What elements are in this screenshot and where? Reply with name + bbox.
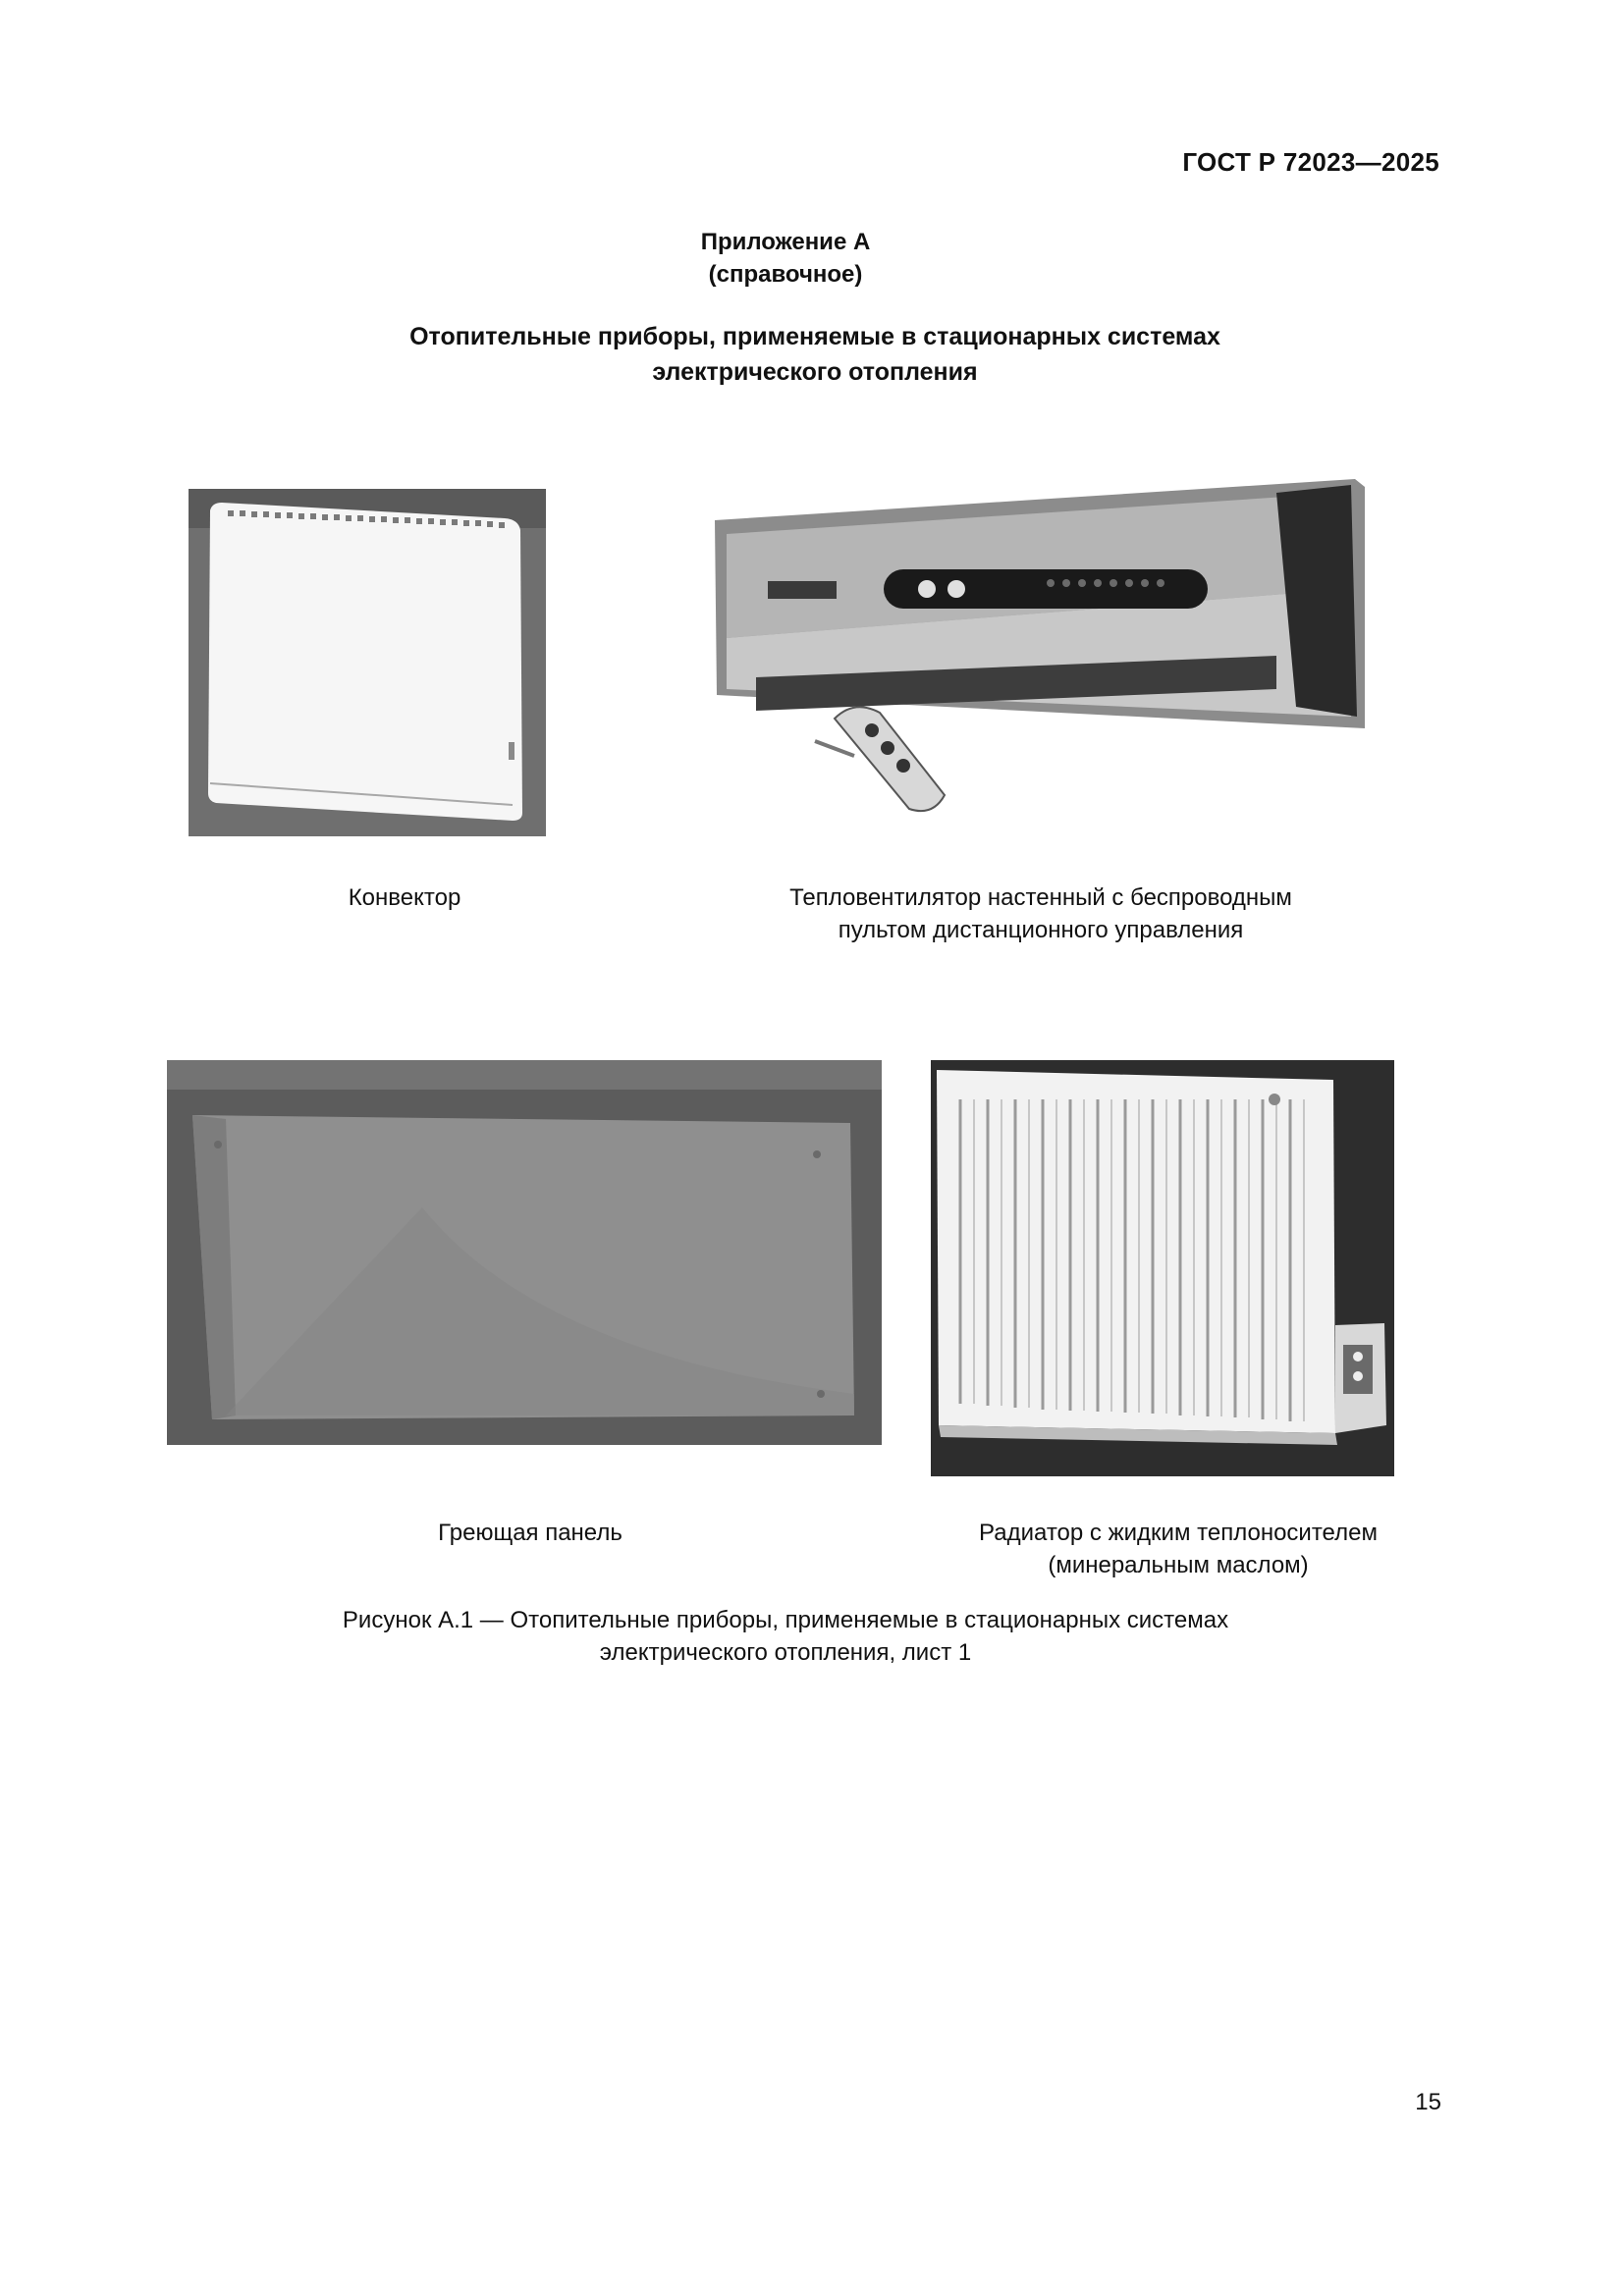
caption-line: Радиатор с жидким теплоносителем bbox=[979, 1520, 1378, 1546]
figure-caption-line2: электрического отопления, лист 1 bbox=[599, 1639, 972, 1666]
caption-line: (минеральным маслом) bbox=[1048, 1552, 1309, 1578]
section-heading-line2: электрического отопления bbox=[652, 358, 978, 386]
section-heading bbox=[226, 319, 1404, 390]
wall-fan-heater-image bbox=[687, 471, 1375, 840]
caption-line: Тепловентилятор настенный с беспроводным bbox=[789, 884, 1292, 911]
figure-caption bbox=[245, 1604, 1326, 1669]
caption-wall-fan-heater bbox=[727, 881, 1355, 946]
oil-radiator-image bbox=[931, 1060, 1394, 1476]
caption-line: пультом дистанционного управления bbox=[838, 917, 1244, 943]
appendix-note: (справочное) bbox=[708, 261, 863, 288]
caption-oil-radiator bbox=[943, 1517, 1414, 1581]
caption-convector bbox=[277, 881, 532, 914]
caption-line: Конвектор bbox=[348, 884, 461, 911]
heating-panel-image bbox=[167, 1060, 882, 1445]
figure-caption-line1: Рисунок А.1 — Отопительные приборы, применяемые в стационарных системах bbox=[342, 1607, 1229, 1633]
convector-image bbox=[189, 489, 546, 836]
document-header: ГОСТ Р 72023—2025 bbox=[1182, 147, 1439, 177]
caption-line: Греющая панель bbox=[438, 1520, 623, 1546]
appendix-title-block bbox=[609, 226, 962, 291]
appendix-title: Приложение А bbox=[700, 229, 871, 255]
page-number: 15 bbox=[1415, 2089, 1441, 2115]
caption-heating-panel bbox=[373, 1517, 687, 1549]
section-heading-line1: Отопительные приборы, применяемые в стационарных системах bbox=[409, 323, 1220, 350]
